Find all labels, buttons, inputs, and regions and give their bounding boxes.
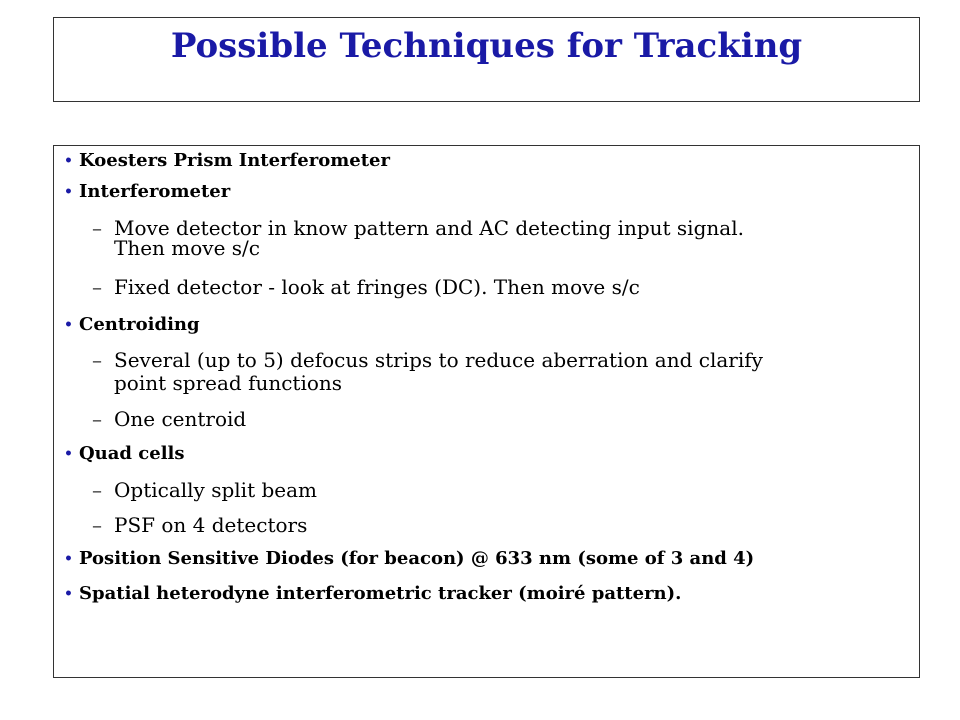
bullet-text: Position Sensitive Diodes (for beacon) @ 633 nm (some of 3 and 4): [79, 548, 755, 569]
bullet-icon: •: [64, 586, 73, 602]
title-box: [53, 17, 920, 102]
sub-text-line: Then move s/c: [114, 236, 260, 260]
sub-text-line: Fixed detector - look at fringes (DC). Then move s/c: [114, 275, 640, 299]
dash-icon: –: [92, 407, 102, 431]
bullet-icon: •: [64, 317, 73, 333]
sub-text-line: point spread functions: [114, 371, 343, 395]
sub-text-line: One centroid: [114, 407, 247, 431]
bullet-text: Quad cells: [79, 443, 185, 464]
bullet-icon: •: [64, 153, 73, 169]
bullet-icon: •: [64, 446, 73, 462]
dash-icon: –: [92, 216, 102, 240]
bullet-icon: •: [64, 551, 73, 567]
dash-icon: –: [92, 478, 102, 502]
bullet-text: Interferometer: [79, 181, 231, 202]
slide-title: Possible Techniques for Tracking: [170, 26, 803, 66]
dash-icon: –: [92, 348, 102, 372]
sub-text-line: Move detector in know pattern and AC detecting input signal.: [114, 216, 744, 240]
sub-text-line: Several (up to 5) defocus strips to reduce aberration and clarify: [114, 348, 763, 372]
dash-icon: –: [92, 513, 102, 537]
sub-text-line: Optically split beam: [114, 478, 317, 502]
bullet-text: Spatial heterodyne interferometric tracker (moiré pattern).: [79, 583, 682, 604]
dash-icon: –: [92, 275, 102, 299]
bullet-text: Centroiding: [79, 314, 200, 335]
content-box: [53, 145, 920, 678]
sub-text-line: PSF on 4 detectors: [114, 513, 308, 537]
bullet-icon: •: [64, 184, 73, 200]
bullet-text: Koesters Prism Interferometer: [79, 150, 390, 171]
